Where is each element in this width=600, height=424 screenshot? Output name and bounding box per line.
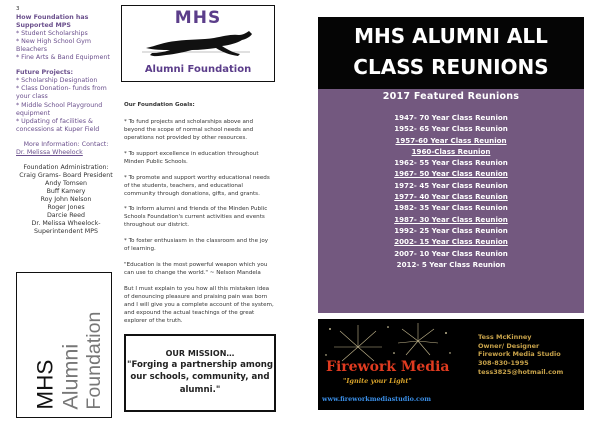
admin-section	[16, 164, 116, 236]
reunion-list	[318, 112, 584, 270]
reunion-row: 2007- 10 Year Class Reunion	[394, 248, 508, 258]
supported-item: * Fine Arts & Band Equipment	[16, 54, 110, 62]
mission-text: "Forging a partnership among our schools, community, and alumni."	[126, 360, 274, 395]
future-item: * Scholarship Designation	[16, 77, 98, 85]
supported-item: * New High School Gym Bleachers	[16, 38, 92, 54]
reunion-row: 2012- 5 Year Class Reunion	[396, 259, 506, 269]
reunion-row: 1947- 70 Year Class Reunion	[394, 113, 508, 122]
admin-member: Roy John Nelson	[40, 195, 92, 203]
supported-heading: How Foundation has Supported MPS	[16, 14, 89, 30]
admin-member: Buff Kamery	[46, 187, 86, 195]
admin-member: Darcie Reed	[46, 212, 86, 220]
sponsor-contact	[478, 333, 563, 376]
goals-heading: Our Foundation Goals:	[124, 102, 195, 108]
mission-box	[124, 334, 276, 412]
admin-member: Roger Jones	[47, 204, 85, 212]
sponsor-tagline: "Ignite your Light"	[343, 377, 412, 385]
foundation-goals	[124, 102, 274, 334]
contact-company: Firework Media Studio	[478, 350, 561, 359]
admin-member: Dr. Melissa Wheelock-	[31, 220, 101, 228]
reunion-row: 1967- 50 Year Class Reunion	[394, 169, 508, 179]
sponsor-url-link[interactable]: www.fireworkmediastudio.com	[322, 395, 431, 403]
featured-reunions-panel	[318, 89, 584, 313]
page-number: 3	[16, 6, 20, 12]
reunions-heading: 2017 Featured Reunions	[382, 91, 520, 102]
supported-section	[16, 14, 116, 62]
reunion-row: 1952- 65 Year Class Reunion	[394, 124, 508, 134]
rotated-logo-graphic	[17, 273, 111, 417]
supported-item: * Student Scholarships	[16, 30, 88, 38]
reunion-row: 1992- 25 Year Class Reunion	[394, 225, 508, 235]
reunion-row: 1972- 45 Year Class Reunion	[394, 180, 508, 190]
info-label: More Information: Contact:	[23, 140, 109, 148]
future-item: * Class Donation- funds from your class	[16, 85, 107, 101]
reunion-row: 1960-Class Reunion	[411, 146, 491, 156]
goal-item: * To foster enthusiasm in the classroom and the joy of learning.	[124, 238, 269, 253]
logo-mhs-text: MHS	[174, 8, 222, 28]
admin-member: Superintendent MPS	[33, 228, 99, 236]
goal-item: * To fund projects and scholarships above and beyond the scope of normal school needs and operations not provided by other resources.	[124, 118, 254, 141]
rotated-logo-alumni: Alumni	[58, 343, 83, 410]
mission-heading: OUR MISSION…	[165, 349, 235, 358]
title-line-1: MHS ALUMNI ALL	[354, 24, 548, 48]
future-heading: Future Projects:	[16, 69, 74, 77]
admin-member: Andy Tomsen	[45, 179, 87, 187]
info-contact-link[interactable]: Dr. Melissa Wheelock	[16, 148, 83, 156]
goal-item: * To inform alumni and friends of the Minden Public Schools Foundation's current activities and events throughout our district.	[124, 206, 268, 229]
reunion-row: 1962- 55 Year Class Reunion	[394, 158, 508, 168]
future-item: * Updating of facilities & concessions at Kuper Field	[16, 117, 100, 133]
admin-heading: Foundation Administration:	[23, 163, 109, 171]
goals-paragraph: But I must explain to you how all this mistaken idea of denouncing pleasure and praising pain was born and I will give you a complete account of the system, and expound the actual teachings of the great explorer of the truth.	[124, 286, 274, 324]
contact-phone[interactable]: 308-830-1995	[478, 358, 529, 367]
contact-role: Owner/ Designer	[478, 341, 540, 350]
sponsor-ad	[318, 319, 584, 410]
info-section	[16, 141, 116, 157]
future-section	[16, 69, 116, 133]
rotated-logo-mhs: MHS	[32, 359, 58, 410]
left-column	[16, 6, 116, 236]
future-item: * Middle School Playground equipment	[16, 101, 103, 117]
rotated-logo-foundation: Foundation	[83, 311, 106, 410]
greyhound-icon	[142, 28, 260, 60]
reunion-row: 1982- 35 Year Class Reunion	[394, 203, 508, 213]
reunion-row: 1957-60 Year Class Reunion	[395, 135, 507, 145]
alumni-foundation-logo	[121, 5, 275, 82]
reunion-row: 1987- 30 Year Class Reunion	[394, 214, 508, 224]
title-line-2: CLASS REUNIONS	[353, 55, 549, 79]
goals-quote: "Education is the most powerful weapon which you can use to change the world." ~ Nelson Mandela	[124, 262, 268, 277]
reunion-row: 1977- 40 Year Class Reunion	[394, 192, 508, 202]
admin-member: Craig Grams- Board President	[19, 171, 113, 179]
rotated-foundation-logo	[16, 272, 112, 418]
reunion-title-banner	[318, 17, 584, 89]
goal-item: * To promote and support worthy educational needs of the students, teachers, and educational community through donations, gifts, and grants.	[124, 174, 270, 197]
sponsor-brand: Firework Media	[326, 359, 450, 375]
logo-foundation-text: Alumni Foundation	[144, 64, 252, 75]
goal-item: * To support excellence in education throughout Minden Public Schools.	[124, 150, 259, 165]
contact-email[interactable]: tess3825@hotmail.com	[478, 367, 564, 376]
reunion-row: 2002- 15 Year Class Reunion	[394, 237, 508, 247]
contact-name: Tess McKinney	[478, 333, 532, 341]
